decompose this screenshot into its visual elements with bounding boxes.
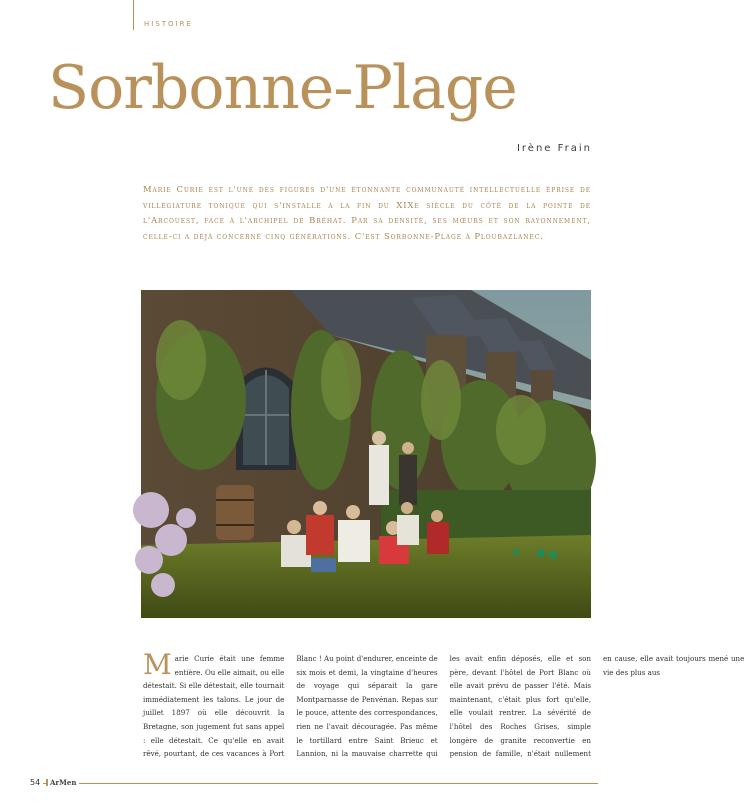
article-author: Irène Frain bbox=[516, 143, 592, 154]
article-body bbox=[143, 648, 744, 768]
article-lede: Marie Curie est l'une des figures d'une étonnante communauté intellectuelle éprise de villégiature tonique qui s'installe à la fin du XIXe siècle du côté de la pointe de l'Arcouest, face à l'archipel de Bréhat. Par sa densité, ses mœurs et son rayonnement, celle-ci a déjà concerné cinq générations. C'est Sorbonne-Plage à Ploubazlanec. bbox=[143, 184, 591, 241]
page-number: 54 bbox=[30, 778, 43, 787]
section-rule bbox=[133, 0, 134, 30]
photo-illustration bbox=[141, 290, 591, 618]
magazine-logo bbox=[46, 778, 79, 787]
body-column-3: l'hôtel de Port Blanc où elle avait prévu de passer l'été. Mais maintenant, c'était plus fort qu'elle, elle voulait rentrer. La sévérité de l'hôtel des Roches Grises, simple longère de granite reconvertie en pension de famille, n'était nullement en cause, elle avait toujours mené une vie des plus aus bbox=[449, 654, 744, 759]
article-title: Sorbonne-Plage bbox=[48, 53, 517, 123]
body-column-1: arie Curie était une femme entière. Ou elle aimait, ou elle détestait. Si elle détestait, elle tournait immédiatement les talons. Le jour de juillet 1897 où elle découvrit la Bretagne, son jugement fut sans appel : elle détestait. Ce qu'elle en avait rêvé, pourtant, de ces vacances à Port Blanc ! Au point d'endurer, bbox=[143, 654, 394, 759]
body-column-2: enceinte de six mois et demi, la vingtaine d'heures de voyage qui séparait la gare Montparnasse de Penvénan. Repas sur le pouce, attente des correspondances, rien ne l'avait découragée. Pas même le tortillard entre Saint Brieuc et Lannion, ni la mauvaise charrette qui les avait enfin déposés, elle et son père, devant bbox=[296, 654, 591, 759]
dropcap-letter: M bbox=[143, 648, 172, 681]
magazine-name: ArMen bbox=[50, 778, 77, 787]
article-photo bbox=[141, 290, 591, 618]
logo-bar bbox=[46, 779, 48, 786]
footer-rule bbox=[38, 783, 598, 784]
section-label: HISTOIRE bbox=[144, 20, 193, 28]
